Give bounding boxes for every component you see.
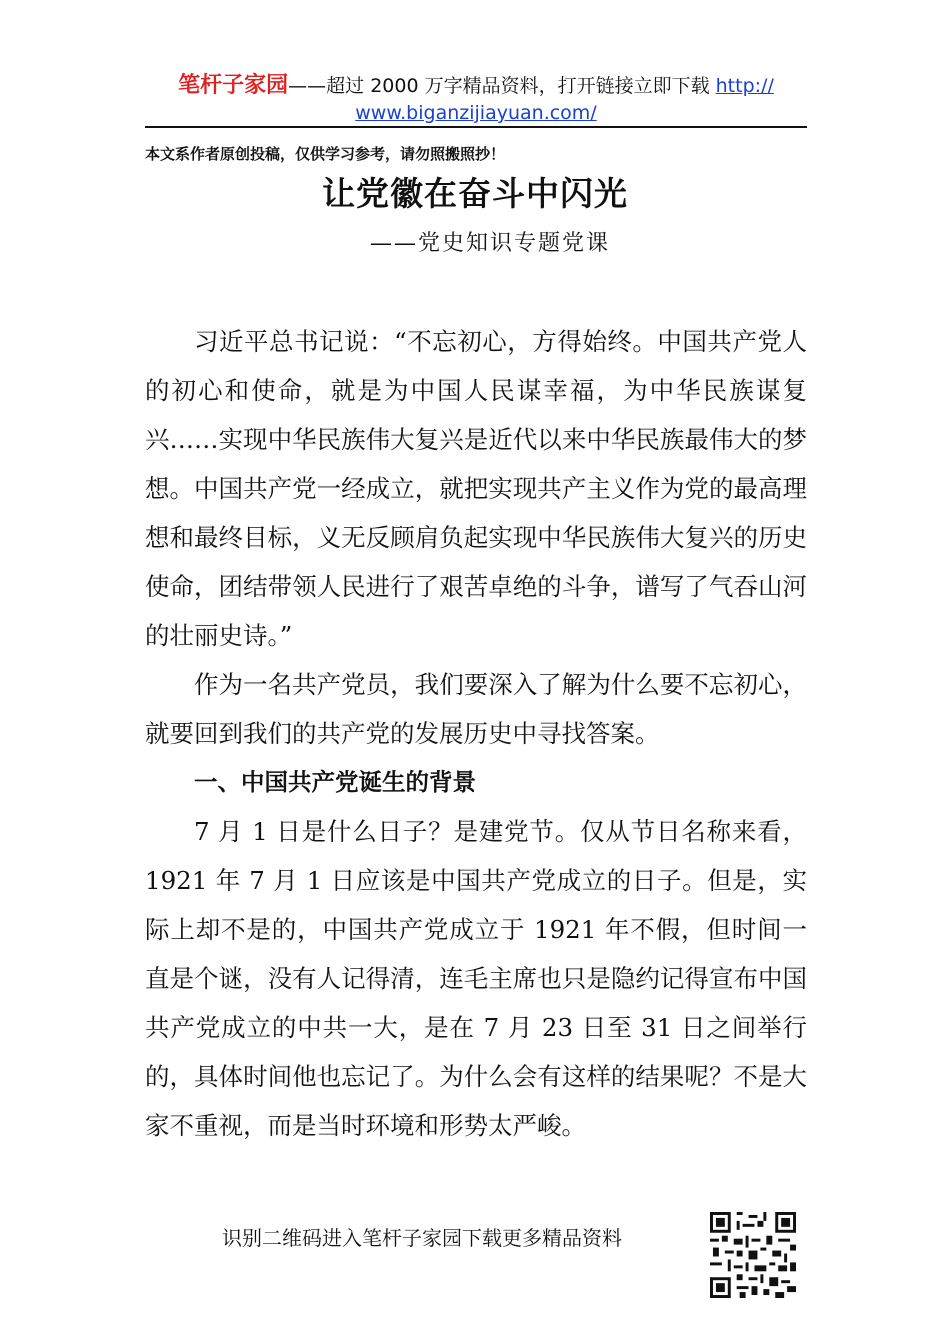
copyright-notice: 本文系作者原创投稿，仅供学习参考，请勿照搬照抄！ [145,145,506,163]
site-header [145,72,807,127]
document-title: 让党徽在奋斗中闪光 [322,174,628,213]
brand-name: 笔杆子家园 [178,73,289,98]
site-link-part2[interactable]: www.biganzijiayuan.com/ [355,102,597,124]
qr-code-icon[interactable] [710,1212,796,1298]
paragraph-history: 7 月 1 日是什么日子？是建党节。仅从节日名称来看，1921 年 7 月 1 日应该是中国共产党成立的日子。但是，实际上却不是的，中国共产党成立于 1921 年不假，但时间一直是个谜，没有人记得清，连毛主席也只是隐约记得宣布中国共产党成立的中共一大，是在 7 月 23 日至 31 日之间举行的，具体时间他也忘记了。为什么会有这样的结果呢？不是大家不重视，而是当时环境和形势太严峻。 [145,817,807,1140]
section-heading: 一、中国共产党诞生的背景 [194,768,476,796]
footer-caption: 识别二维码进入笔杆子家园下载更多精品资料 [222,1226,622,1250]
paragraph-quote: 习近平总书记说：“不忘初心，方得始终。中国共产党人的初心和使命，就是为中国人民谋幸福，为中华民族谋复兴……实现中华民族伟大复兴是近代以来中华民族最伟大的梦想。中国共产党一经成立，就把实现共产主义作为党的最高理想和最终目标，义无反顾肩负起实现中华民族伟大复兴的历史使命，团结带领人民进行了艰苦卓绝的斗争，谱写了气吞山河的壮丽史诗。” [145,327,807,650]
site-link-part1[interactable]: http:// [715,75,774,97]
document-subtitle: ——党史知识专题党课 [369,231,610,256]
header-tagline: ——超过 2000 万字精品资料，打开链接立即下载 [288,75,716,97]
document-body [145,317,807,1150]
header-divider [145,126,807,128]
paragraph-intro: 作为一名共产党员，我们要深入了解为什么要不忘初心，就要回到我们的共产党的发展历史中寻找答案。 [145,670,807,748]
